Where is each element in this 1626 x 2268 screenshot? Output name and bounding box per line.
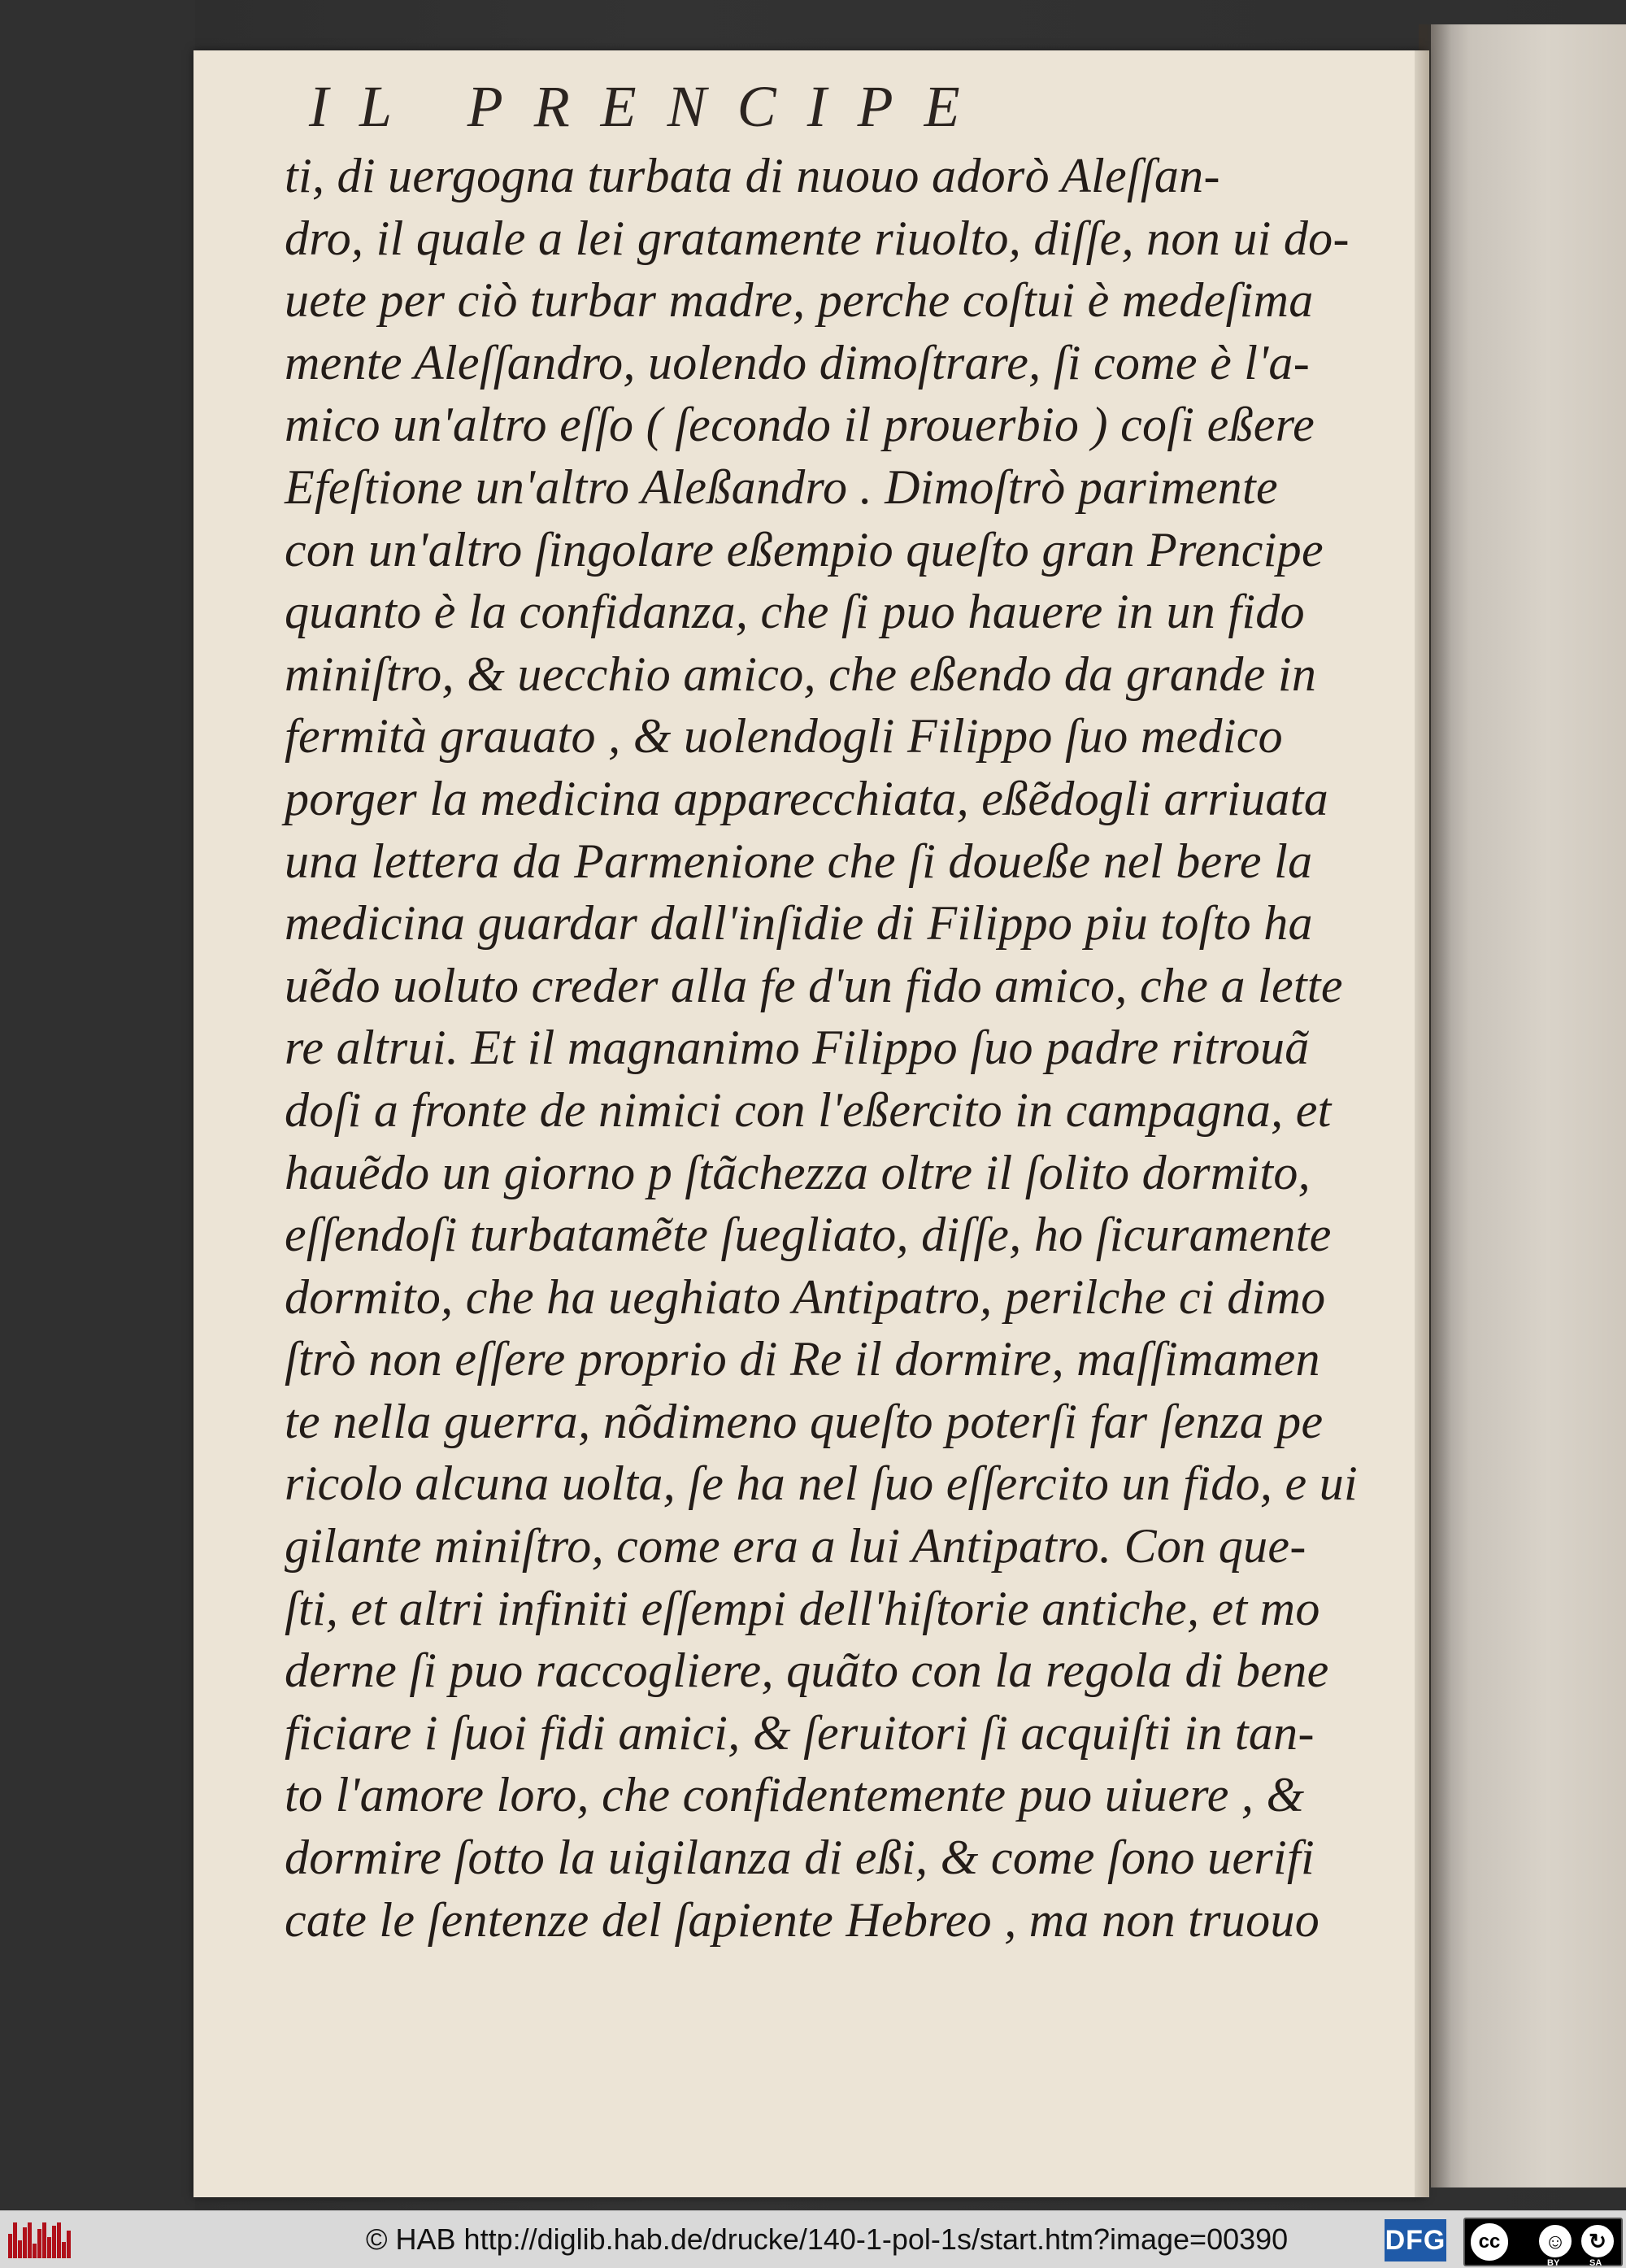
- text-line: cate le ſentenze del ſapiente Hebreo , ma non truouo: [285, 1892, 1320, 1947]
- text-line: doſi a fronte de nimici con l'eßercito in campagna, et: [285, 1082, 1332, 1137]
- hab-logo-bar: [18, 2240, 22, 2258]
- text-line: ſtrò non eſſere proprio di Re il dormire, maſſimamen: [285, 1332, 1320, 1386]
- page-text: [285, 145, 1398, 1951]
- hab-logo-bar: [28, 2222, 32, 2258]
- text-line: porger la medicina apparecchiata, eßẽdogli arriuata: [285, 771, 1329, 825]
- hab-logo-bar: [23, 2227, 27, 2258]
- dfg-logo-icon[interactable]: DFG: [1385, 2219, 1446, 2261]
- hab-logo-bar: [42, 2222, 46, 2258]
- text-line: con un'altro ſingolare eßempio queſto gran Prencipe: [285, 522, 1324, 577]
- copyright-link[interactable]: © HAB http://diglib.hab.de/drucke/140-1-pol-1s/start.htm?image=00390: [366, 2222, 1289, 2256]
- cc-license-badge[interactable]: [1463, 2218, 1623, 2266]
- text-line: te nella guerra, nõdimeno queſto poterſi far ſenza pe: [285, 1394, 1324, 1448]
- text-line: miniſtro, & uecchio amico, che eßendo da grande in: [285, 646, 1317, 701]
- text-line: una lettera da Parmenione che ſi doueße nel bere la: [285, 834, 1313, 888]
- text-line: eſſendoſi turbatamẽte ſuegliato, diſſe, ho ſicuramente: [285, 1208, 1332, 1262]
- hab-logo-bar: [52, 2226, 56, 2258]
- by-person-icon: ☺: [1537, 2222, 1574, 2260]
- hab-logo-bar: [57, 2222, 61, 2258]
- text-line: mente Aleſſandro, uolendo dimoſtrare, ſi come è l'a-: [285, 335, 1310, 390]
- running-head: IL PRENCIPE: [309, 74, 991, 139]
- hab-logo-bar: [37, 2229, 41, 2258]
- text-line: dormito, che ha ueghiato Antipatro, perilche ci dimo: [285, 1269, 1326, 1324]
- text-line: ſti, et altri infiniti eſſempi dell'hiſtorie antiche, et mo: [285, 1581, 1320, 1635]
- text-line: dro, il quale a lei gratamente riuolto, diſſe, non ui do-: [285, 211, 1350, 265]
- text-line: hauẽdo un giorno p ſtãchezza oltre il ſolito dormito,: [285, 1145, 1311, 1199]
- hab-logo-bar: [67, 2231, 71, 2258]
- hab-logo-bar: [8, 2234, 12, 2258]
- hab-logo-bar: [33, 2244, 37, 2258]
- hab-logo-bar: [47, 2237, 51, 2258]
- text-line: derne ſi puo raccogliere, quãto con la regola di bene: [285, 1643, 1329, 1698]
- text-line: medicina guardar dall'inſidie di Filippo piu toſto ha: [285, 896, 1313, 951]
- text-line: uete per ciò turbar madre, perche coſtui è medeſima: [285, 273, 1314, 328]
- text-line: gilante miniſtro, come era a lui Antipatro. Con que-: [285, 1519, 1306, 1574]
- text-line: ricolo alcuna uolta, ſe ha nel ſuo eſſercito un fido, e ui: [285, 1456, 1358, 1511]
- page-edge: [1415, 50, 1429, 2197]
- sa-label: SA: [1589, 2258, 1602, 2268]
- scan-background: [0, 0, 195, 2210]
- share-alike-icon: ↻: [1579, 2222, 1616, 2260]
- by-label: BY: [1547, 2258, 1560, 2268]
- text-line: quanto è la confidanza, che ſi puo hauere in un fido: [285, 585, 1305, 639]
- cc-icon: cc: [1468, 2221, 1511, 2263]
- text-line: dormire ſotto la uigilanza di eßi, & come ſono uerifi: [285, 1831, 1315, 1885]
- hab-logo-icon[interactable]: [8, 2222, 72, 2258]
- text-line: to l'amore loro, che confidentemente puo uiuere , &: [285, 1768, 1305, 1822]
- text-line: re altrui. Et il magnanimo Filippo ſuo padre ritrouã: [285, 1021, 1310, 1075]
- text-line: mico un'altro eſſo ( ſecondo il prouerbio ) coſi eßere: [285, 398, 1315, 452]
- hab-logo-bar: [13, 2222, 17, 2258]
- text-line: Efeſtione un'altro Aleßandro . Dimoſtrò parimente: [285, 459, 1278, 514]
- text-line: ti, di uergogna turbata di nuouo adorò Aleſſan-: [285, 149, 1220, 202]
- footer-bar: [0, 2210, 1626, 2268]
- text-line: uẽdo uoluto creder alla fe d'un fido amico, che a lette: [285, 958, 1343, 1012]
- facing-page: [1431, 24, 1626, 2187]
- text-line: fermità grauato , & uolendogli Filippo ſuo medico: [285, 709, 1283, 764]
- text-line: ficiare i ſuoi fidi amici, & ſeruitori ſi acquiſti in tan-: [285, 1705, 1315, 1760]
- hab-logo-bar: [62, 2242, 66, 2258]
